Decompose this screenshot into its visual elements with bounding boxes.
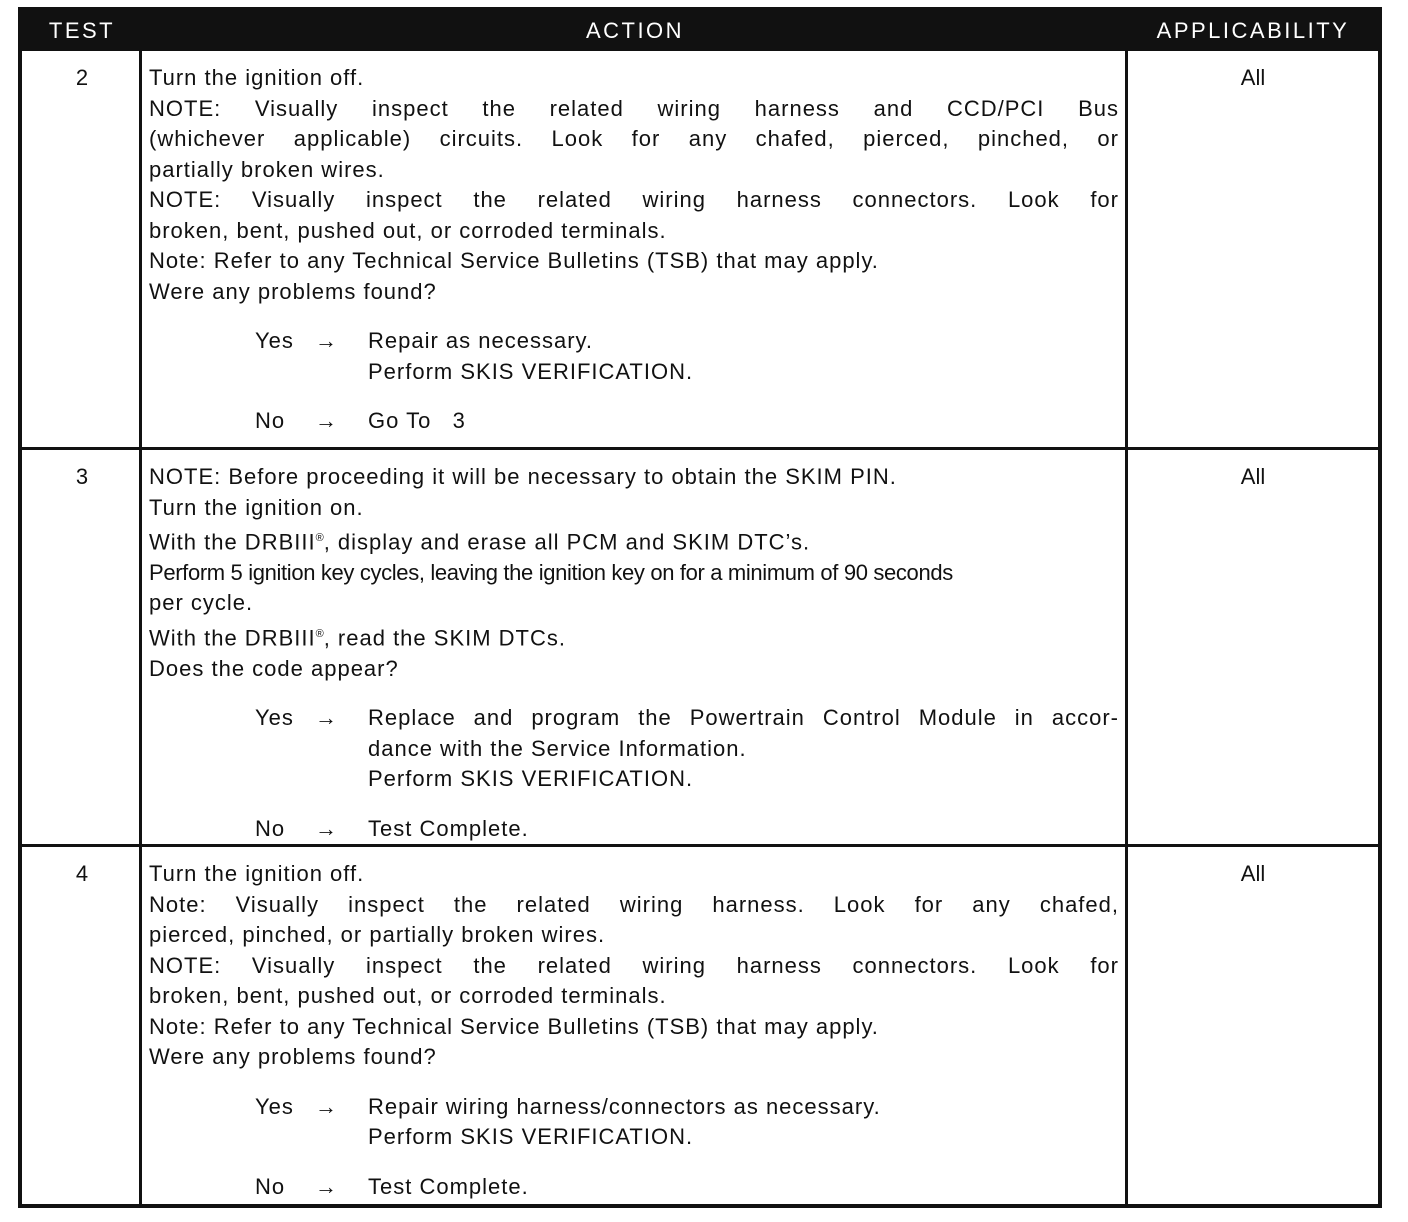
action-line: Note: Visually inspect the related wiring harness. Look for any chafed,: [149, 891, 1119, 917]
action-line: NOTE: Visually inspect the related wiring harness and CCD/PCI Bus: [149, 95, 1119, 121]
no-text: Test Complete.: [368, 815, 529, 841]
no-branch: [149, 406, 1119, 437]
test-number: 2: [75, 65, 89, 90]
table-row: [22, 447, 1378, 844]
yes-text-continued: [149, 1122, 1119, 1153]
action-text: , read the SKIM DTCs.: [323, 625, 566, 651]
action-line: broken, bent, pushed out, or corroded terminals.: [149, 217, 667, 243]
header-applicability: APPLICABILITY: [1156, 18, 1350, 43]
action-line: Turn the ignition off.: [149, 65, 365, 90]
action-line: per cycle.: [149, 590, 254, 616]
no-label: No: [255, 1173, 286, 1199]
action-line: [149, 523, 1119, 558]
applicability-value: All: [1240, 65, 1266, 90]
yes-label: Yes: [255, 328, 294, 353]
table-row: [22, 51, 1378, 447]
no-branch: [149, 814, 1119, 845]
yes-text-line: Perform SKIS VERIFICATION.: [368, 1124, 694, 1149]
action-line: Turn the ignition on.: [149, 494, 364, 520]
yes-text-continued: [149, 764, 1119, 795]
action-line: partially broken wires.: [149, 156, 385, 182]
column-divider: [139, 51, 142, 1204]
arrow-icon: →: [315, 1173, 338, 1199]
action-line: NOTE: Visually inspect the related wiring harness connectors. Look for: [149, 952, 1119, 978]
no-text: Go To 3: [368, 408, 466, 433]
arrow-icon: →: [315, 328, 338, 353]
yes-branch: [149, 703, 1119, 734]
column-divider: [1125, 51, 1128, 1204]
no-label: No: [255, 815, 286, 841]
action-line: Does the code appear?: [149, 655, 399, 681]
diagnostic-table: [18, 7, 1382, 1208]
action-text: With the DRBIII: [149, 529, 316, 555]
action-cell: [149, 462, 1119, 844]
action-line: NOTE: Before proceeding it will be necessary to obtain the SKIM PIN.: [149, 464, 897, 489]
arrow-icon: →: [315, 815, 338, 841]
header-test: TEST: [48, 18, 116, 43]
action-line: Note: Refer to any Technical Service Bulletins (TSB) that may apply.: [149, 248, 879, 273]
yes-text: Replace and program the Powertrain Control Module in accor-: [368, 705, 1119, 731]
arrow-icon: →: [315, 705, 338, 731]
yes-text: Repair as necessary.: [368, 328, 594, 353]
yes-text: Repair wiring harness/connectors as necessary.: [368, 1093, 881, 1119]
yes-branch: [149, 326, 1119, 357]
action-line: Note: Refer to any Technical Service Bulletins (TSB) that may apply.: [149, 1013, 879, 1039]
action-line: broken, bent, pushed out, or corroded terminals.: [149, 983, 667, 1008]
action-line: Were any problems found?: [149, 1044, 437, 1069]
arrow-icon: →: [315, 1093, 338, 1119]
registered-mark: ®: [315, 532, 324, 544]
action-line: pierced, pinched, or partially broken wires.: [149, 922, 606, 947]
yes-text-line: Perform SKIS VERIFICATION.: [368, 766, 694, 792]
action-text: , display and erase all PCM and SKIM DTC’s.: [323, 529, 811, 555]
arrow-icon: →: [315, 408, 338, 433]
action-line: [149, 619, 1119, 654]
action-cell: [149, 859, 1119, 1202]
header-action: ACTION: [585, 18, 685, 43]
yes-branch: [149, 1092, 1119, 1123]
yes-label: Yes: [255, 705, 294, 731]
yes-text-continued: [149, 734, 1119, 765]
action-line: (whichever applicable) circuits. Look for any chafed, pierced, pinched, or: [149, 126, 1119, 151]
action-text: With the DRBIII: [149, 625, 316, 651]
yes-label: Yes: [255, 1093, 294, 1119]
action-line: NOTE: Visually inspect the related wiring harness connectors. Look for: [149, 187, 1119, 212]
yes-text-continued: [149, 357, 1119, 388]
applicability-value: All: [1240, 464, 1266, 489]
registered-mark: ®: [315, 627, 324, 640]
yes-text-line: dance with the Service Information.: [368, 735, 747, 761]
action-cell: [149, 63, 1119, 437]
test-number: 3: [75, 464, 89, 489]
table-row: [22, 844, 1378, 1204]
action-line: Were any problems found?: [149, 278, 437, 304]
yes-text-line: Perform SKIS VERIFICATION.: [368, 358, 694, 384]
test-number: 4: [75, 861, 89, 886]
action-line: Turn the ignition off.: [149, 861, 365, 886]
no-branch: [149, 1172, 1119, 1203]
no-label: No: [255, 408, 286, 433]
action-line: Perform 5 ignition key cycles, leaving the ignition key on for a minimum of 90 seconds: [149, 559, 953, 585]
applicability-value: All: [1240, 861, 1266, 886]
no-text: Test Complete.: [368, 1173, 529, 1199]
table-header: [22, 11, 1378, 51]
